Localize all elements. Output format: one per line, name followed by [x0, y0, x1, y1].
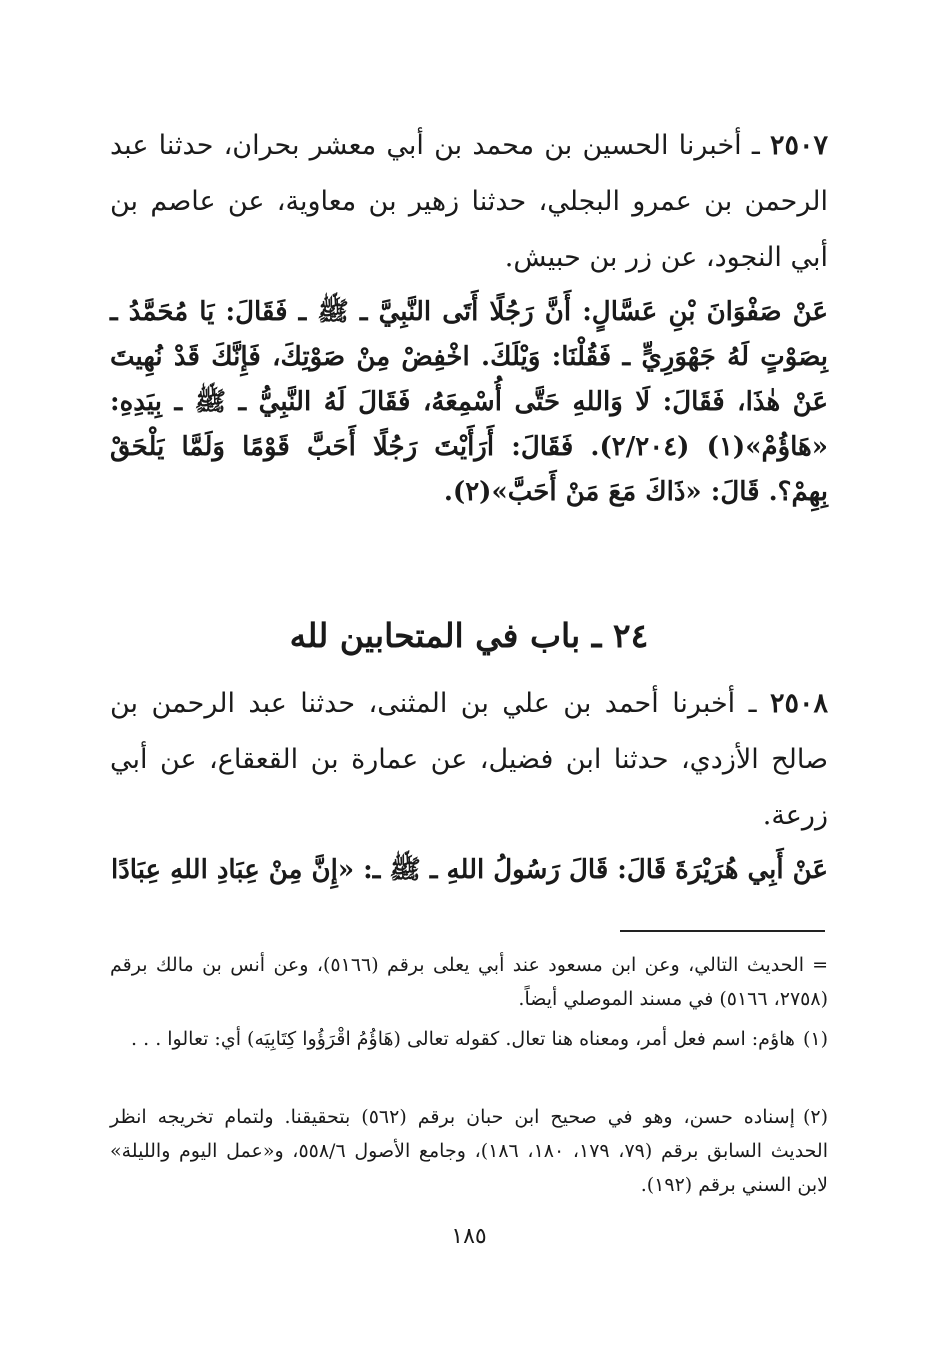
isnad-text: ـ أخبرنا أحمد بن علي بن المثنى، حدثنا عبد الرحمن بن صالح الأزدي، حدثنا ابن فضيل، عن عمارة بن القعقاع، عن أبي زرعة.	[110, 688, 828, 831]
footnote-text: إسناده حسن، وهو في صحيح ابن حبان برقم (٥٦٢) بتحقيقنا. ولتمام تخريجه انظر الحديث السابق برقم (٧٩، ١٧٩، ١٨٠، ١٨٦)، وجامع الأصول ٥٥٨/٦، و«عمل اليوم والليلة» لابن السني برقم (١٩٢).	[110, 1106, 828, 1196]
footnote-text: هاؤم: اسم فعل أمر، ومعناه هنا تعال. كقوله تعالى (هَاؤُمُ اقْرَؤُوا كِتَابِيَه) أي: تعالوا . . .	[131, 1028, 795, 1050]
footnote-text: الحديث التالي، وعن ابن مسعود عند أبي يعلى برقم (٥١٦٦)، وعن أنس بن مالك برقم (٢٧٥٨، ٥١٦٦) في مسند الموصلي أيضاً.	[110, 954, 828, 1010]
footnote-separator	[620, 930, 825, 932]
footnote-marker: =	[812, 954, 828, 976]
hadith-number: ٢٥٠٧	[769, 130, 828, 161]
matn-text: عَنْ أَبِي هُرَيْرَةَ قَالَ: قَالَ رَسُولُ اللهِ ـ ﷺ ـ: «إِنَّ مِنْ عِبَادِ اللهِ عِبَادًا	[110, 855, 828, 885]
footnote-2	[110, 1100, 828, 1202]
footnote-marker: (٢)	[802, 1106, 829, 1128]
hadith-2508-matn	[110, 848, 828, 893]
hadith-2507-isnad	[110, 118, 828, 286]
footnote-continuation	[110, 948, 828, 1016]
isnad-text: ـ أخبرنا الحسين بن محمد بن أبي معشر بحران، حدثنا عبد الرحمن بن عمرو البجلي، حدثنا زهير بن معاوية، عن عاصم بن أبي النجود، عن زر بن حبيش.	[110, 130, 828, 273]
footnote-marker: (١)	[802, 1028, 828, 1050]
page-number: ١٨٥	[451, 1224, 487, 1249]
chapter-heading: ٢٤ ـ باب في المتحابين لله	[289, 616, 649, 655]
footnote-1	[110, 1022, 828, 1056]
hadith-number: ٢٥٠٨	[769, 688, 828, 719]
hadith-2507-matn	[110, 290, 828, 515]
hadith-2508-isnad	[110, 676, 828, 844]
matn-text: عَنْ صَفْوَانَ بْنِ عَسَّالٍ: أَنَّ رَجُلًا أَتَى النَّبِيَّ ـ ﷺ ـ فَقَالَ: يَا مُحَمَّدُ ـ بِصَوْتٍ لَهُ جَهْوَرِيٍّ ـ فَقُلْنَا: وَيْلَكَ. اخْفِضْ مِنْ صَوْتِكَ، فَإِنَّكَ قَدْ نُهِيتَ عَنْ هٰذَا، فَقَالَ: لَا وَاللهِ حَتَّى أُسْمِعَهُ، فَقَالَ لَهُ النَّبِيُّ ـ ﷺ ـ بِيَدِهِ: «هَاؤُمْ»(١) (٢/٢٠٤). فَقَالَ: أَرَأَيْتَ رَجُلًا أَحَبَّ قَوْمًا وَلَمَّا يَلْحَقْ بِهِمْ؟. قَالَ: «ذَاكَ مَعَ مَنْ أَحَبَّ»(٢).	[110, 297, 829, 507]
